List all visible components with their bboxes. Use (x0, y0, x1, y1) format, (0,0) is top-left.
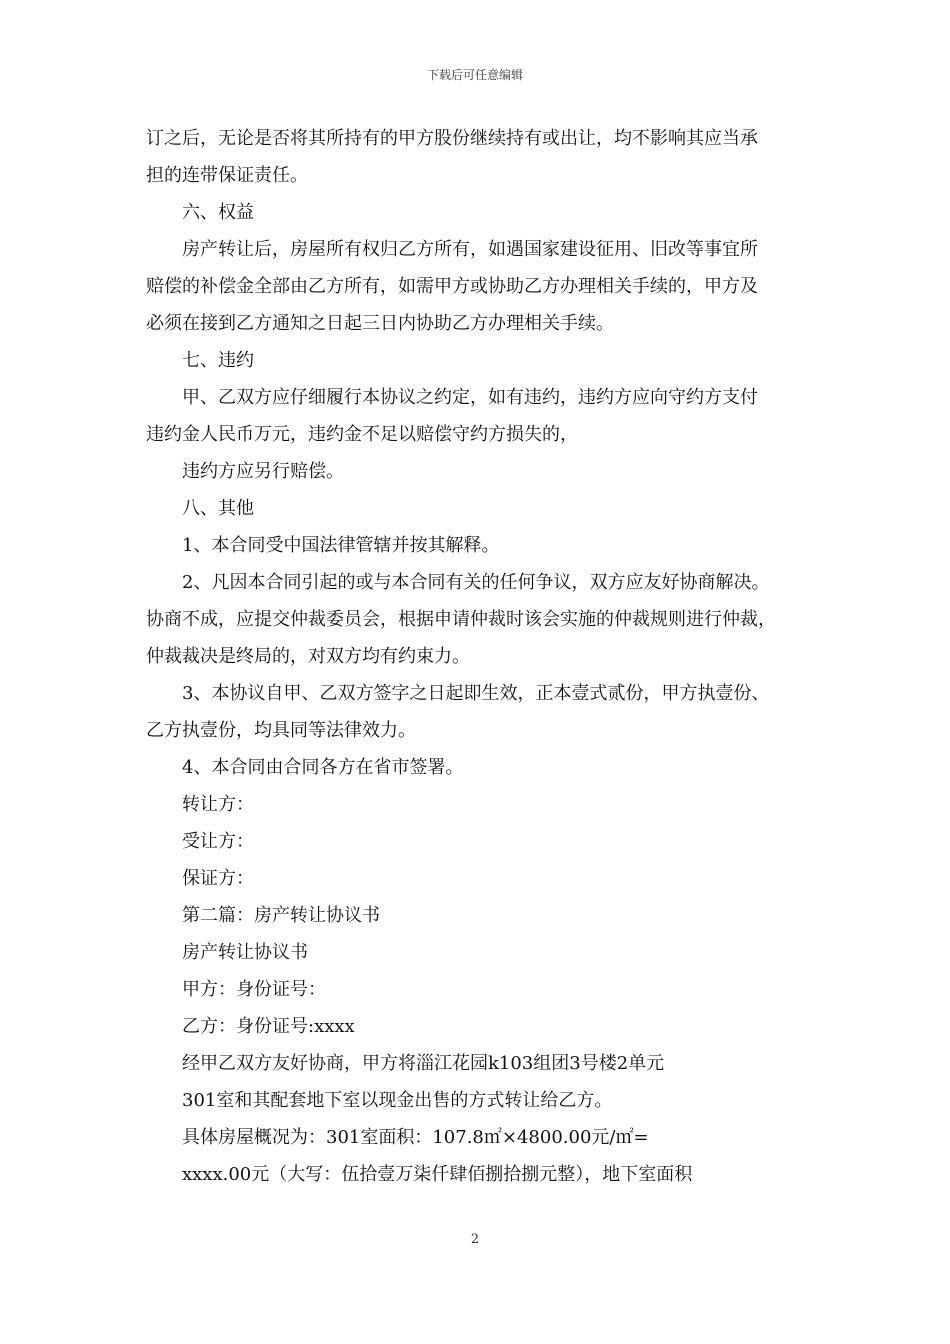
party-b-line: 乙方：身份证号:xxxx (182, 1016, 355, 1037)
signature-label-guarantor: 保证方： (182, 868, 254, 889)
signature-label-transferee: 受让方： (182, 831, 254, 852)
clause-line: 3、本协议自甲、乙双方签字之日起即生效，正本壹式贰份，甲方执壹份、 (182, 683, 770, 704)
body-line: 乙方执壹份，均具同等法律效力。 (146, 720, 416, 741)
chapter-heading: 第二篇：房产转让协议书 (182, 905, 380, 926)
body-line: xxxx.00元（大写：伍拾壹万柒仟肆佰捌拾捌元整），地下室面积 (182, 1164, 693, 1185)
party-a-line: 甲方：身份证号： (182, 979, 326, 1000)
section-heading-rights: 六、权益 (182, 202, 254, 223)
page-number: 2 (470, 1232, 480, 1247)
page-header-note: 下载后可任意编辑 (426, 68, 523, 82)
body-line: 协商不成，应提交仲裁委员会，根据申请仲裁时该会实施的仲裁规则进行仲裁， (146, 609, 776, 630)
body-line: 违约方应另行赔偿。 (182, 461, 344, 482)
body-line: 违约金人民币万元，违约金不足以赔偿守约方损失的， (146, 424, 578, 445)
body-line: 担的连带保证责任。 (146, 165, 308, 186)
body-line: 具体房屋概况为：301室面积：107.8㎡×4800.00元/㎡= (182, 1127, 649, 1148)
document-body (146, 120, 826, 1193)
body-line: 赔偿的补偿金全部由乙方所有，如需甲方或协助乙方办理相关手续的，甲方及 (146, 276, 758, 297)
section-heading-breach: 七、违约 (182, 350, 254, 371)
section-heading-other: 八、其他 (182, 498, 254, 519)
clause-line: 4、本合同由合同各方在省市签署。 (182, 757, 464, 778)
body-line: 301室和其配套地下室以现金出售的方式转让给乙方。 (182, 1090, 613, 1111)
document-title: 房产转让协议书 (182, 942, 308, 963)
body-line: 房产转让后，房屋所有权归乙方所有，如遇国家建设征用、旧改等事宜所 (182, 239, 758, 260)
clause-line: 1、本合同受中国法律管辖并按其解释。 (182, 535, 500, 556)
body-line: 甲、乙双方应仔细履行本协议之约定，如有违约，违约方应向守约方支付 (182, 387, 758, 408)
signature-label-transferor: 转让方： (182, 794, 254, 815)
body-line: 订之后，无论是否将其所持有的甲方股份继续持有或出让，均不影响其应当承 (146, 128, 758, 149)
body-line: 经甲乙双方友好协商，甲方将淄江花园k103组团3号楼2单元 (182, 1053, 665, 1074)
clause-line: 2、凡因本合同引起的或与本合同有关的任何争议，双方应友好协商解决。 (182, 572, 770, 593)
body-line: 必须在接到乙方通知之日起三日内协助乙方办理相关手续。 (146, 313, 614, 334)
body-line: 仲裁裁决是终局的，对双方均有约束力。 (146, 646, 470, 667)
